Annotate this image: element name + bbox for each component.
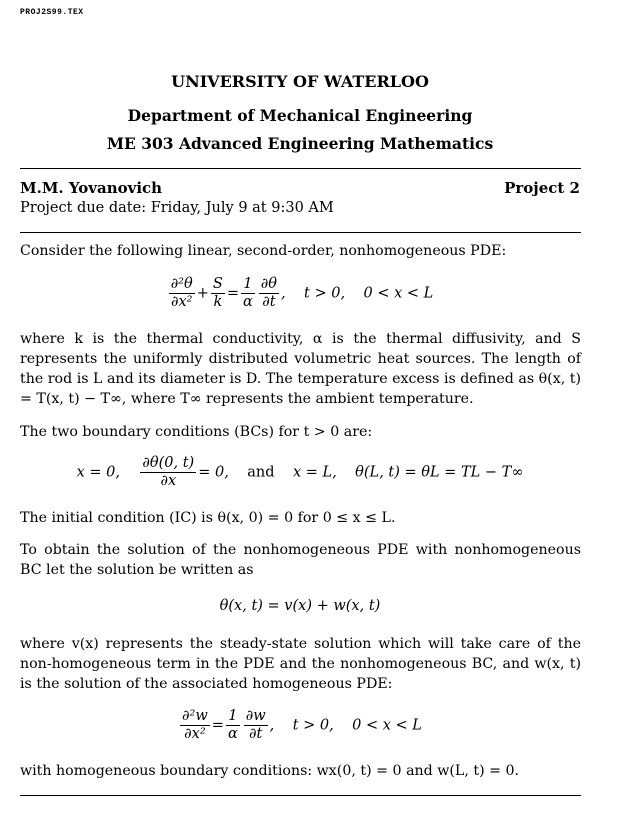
frac-d2w: $\frac{\text{∂²w}}{\text{∂x²}}$: [182, 708, 208, 742]
due-date: Project due date: Friday, July 9 at 9:30 AM: [20, 200, 334, 216]
frac-dw-dt: $\frac{\partial w}{\partial t}$: [245, 708, 266, 742]
homogeneous-pde: $\frac{\text{∂²w}}{\text{∂x²}}$ = $\frac{1}{\alpha}$ $\frac{\partial w}{\partial t}$ , t > 0, 0 < x < L: [182, 708, 422, 742]
frac-one-alpha-2: $\frac{1}{\alpha}$: [227, 708, 238, 742]
bottom-rule: [20, 795, 581, 796]
university-title: UNIVERSITY OF WATERLOO: [171, 72, 429, 91]
intro-paragraph: Consider the following linear, second-order, nonhomogeneous PDE:: [20, 243, 507, 259]
boundary-conditions: x = 0, $\frac{\partial\theta(0, t)}{\partial x}$ = 0, and x = L, θ(L, t) = θL = TL − T∞: [76, 455, 524, 489]
frac-dtheta0-dx: $\frac{\partial\theta(0, t)}{\partial x}$: [142, 455, 195, 489]
header-rule: [20, 232, 581, 233]
frac-dtheta-dt: $\frac{\partial\theta}{\partial t}$: [260, 276, 278, 310]
author: M.M. Yovanovich: [20, 179, 163, 197]
pde-equation: $\frac{\text{∂²θ}}{\text{∂x²}}$ + $\frac{S}{k}$ = $\frac{1}{\alpha}$ $\frac{\partial\theta}{\partial t}$ , t > 0, 0 < x < L: [170, 276, 434, 310]
frac-s-k: $\frac{S}{k}$: [212, 276, 223, 310]
department-title: Department of Mechanical Engineering: [127, 106, 473, 125]
definitions-paragraph: where k is the thermal conductivity, α is the thermal diffusivity, and S represents the uniformly distributed volumetric heat sources. The length of the rod is L and its diameter is D. The temperature excess is defined as θ(x, t) = T(x, t) − T∞, where T∞ represents the ambient temperature.: [20, 331, 581, 407]
bc-intro: The two boundary conditions (BCs) for t > 0 are:: [20, 424, 373, 440]
course-title: ME 303 Advanced Engineering Mathematics: [106, 134, 494, 153]
solution-form: θ(x, t) = v(x) + w(x, t): [219, 598, 381, 614]
project-number: Project 2: [504, 179, 580, 197]
steady-state-paragraph: where v(x) represents the steady-state solution which will take care of the non-homogeneous term in the PDE and the nonhomogeneous BC, and w(x, t) is the solution of the associated homogeneous PDE:: [20, 636, 581, 692]
frac-d2theta: $\frac{\text{∂²θ}}{\text{∂x²}}$: [170, 276, 193, 310]
initial-condition: The initial condition (IC) is θ(x, 0) = 0 for 0 ≤ x ≤ L.: [20, 510, 396, 526]
file-id: PROJ2S99.TEX: [20, 8, 84, 17]
solution-intro: To obtain the solution of the nonhomogeneous PDE with nonhomogeneous BC let the solution be written as: [20, 542, 581, 578]
frac-one-alpha: $\frac{1}{\alpha}$: [242, 276, 253, 310]
homogeneous-bcs: with homogeneous boundary conditions: wx(0, t) = 0 and w(L, t) = 0.: [20, 763, 520, 779]
top-rule: [20, 168, 581, 169]
